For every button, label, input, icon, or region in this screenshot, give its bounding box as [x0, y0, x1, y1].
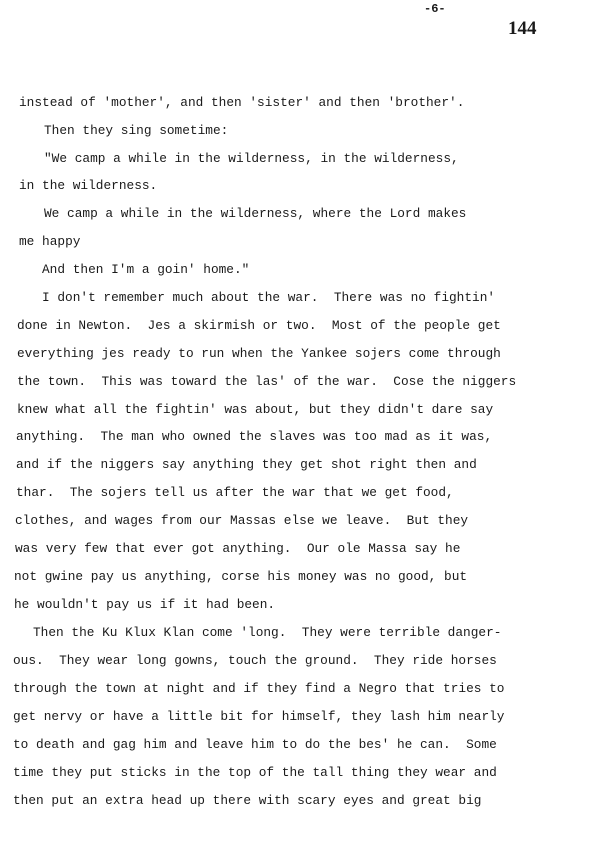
text-line: everything jes ready to run when the Yankee sojers come through: [17, 346, 501, 361]
text-line: through the town at night and if they find a Negro that tries to: [13, 681, 505, 696]
text-line: I don't remember much about the war. There was no fightin': [42, 290, 496, 305]
text-line: ous. They wear long gowns, touch the ground. They ride horses: [13, 653, 497, 668]
text-line: time they put sticks in the top of the tall thing they wear and: [13, 765, 497, 780]
text-line: me happy: [19, 234, 81, 249]
text-line: get nervy or have a little bit for himself, they lash him nearly: [13, 709, 505, 724]
text-line: in the wilderness.: [19, 178, 158, 193]
page-number: 144: [508, 18, 537, 39]
text-line: then put an extra head up there with scary eyes and great big: [13, 793, 482, 808]
text-line: and if the niggers say anything they get shot right then and: [16, 457, 477, 472]
text-line: And then I'm a goin' home.": [42, 262, 250, 277]
text-line: done in Newton. Jes a skirmish or two. Most of the people get: [17, 318, 501, 333]
text-line: thar. The sojers tell us after the war that we get food,: [16, 485, 454, 500]
text-line: Then they sing sometime:: [44, 123, 229, 138]
text-line: was very few that ever got anything. Our ole Massa say he: [15, 541, 461, 556]
text-line: instead of 'mother', and then 'sister' and then 'brother'.: [19, 95, 465, 110]
text-line: "We camp a while in the wilderness, in the wilderness,: [44, 151, 459, 166]
text-line: not gwine pay us anything, corse his money was no good, but: [14, 569, 468, 584]
text-line: clothes, and wages from our Massas else we leave. But they: [15, 513, 469, 528]
text-line: Then the Ku Klux Klan come 'long. They were terrible danger-: [33, 625, 502, 640]
text-line: We camp a while in the wilderness, where the Lord makes: [44, 206, 467, 221]
page-marker: -6-: [424, 2, 446, 16]
text-line: anything. The man who owned the slaves was too mad as it was,: [16, 429, 493, 444]
text-line: knew what all the fightin' was about, but they didn't dare say: [17, 402, 494, 417]
text-line: the town. This was toward the las' of the war. Cose the niggers: [17, 374, 517, 389]
text-line: to death and gag him and leave him to do the bes' he can. Some: [13, 737, 497, 752]
text-line: he wouldn't pay us if it had been.: [14, 597, 276, 612]
